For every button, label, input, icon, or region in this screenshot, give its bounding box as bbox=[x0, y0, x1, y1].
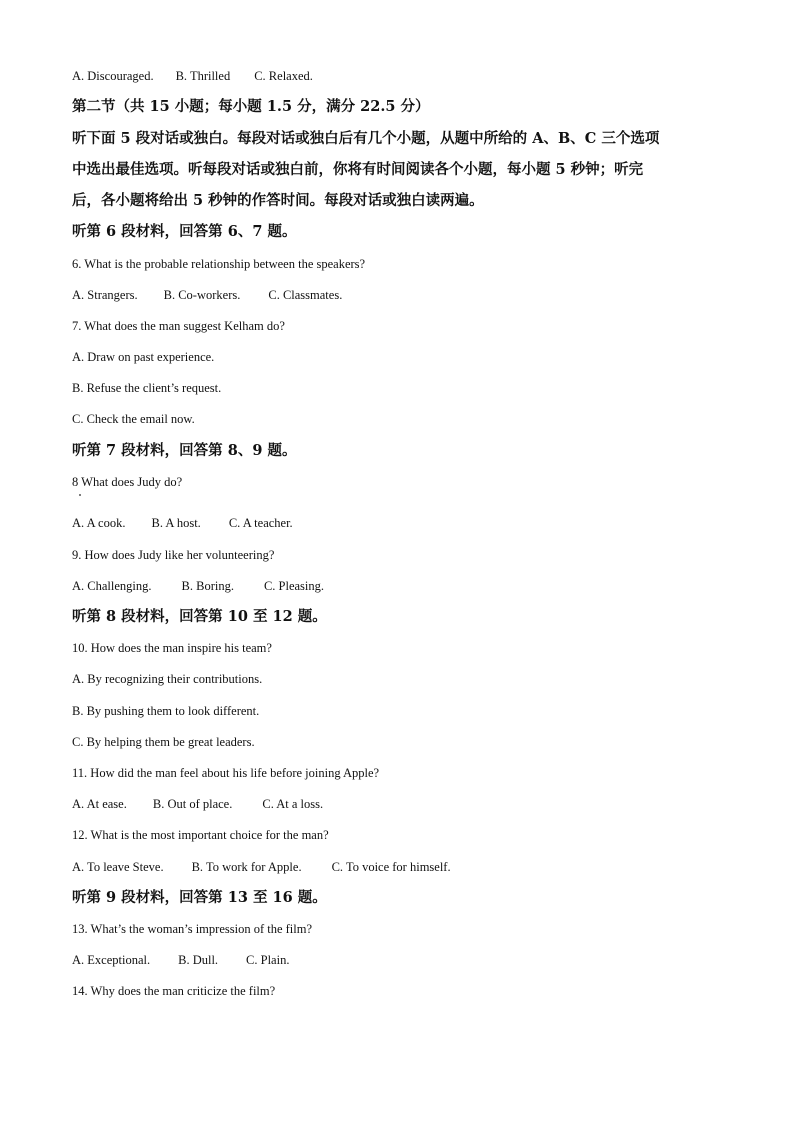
option-c: C. A teacher. bbox=[228, 516, 293, 530]
option-b: B. Co-workers. bbox=[163, 288, 241, 302]
passage-heading-7: 听第 7 段材料，回答第 8、9 题。 bbox=[72, 442, 297, 459]
question-9: 9. How does Judy like her volunteering? bbox=[72, 548, 275, 562]
options-row-11 bbox=[72, 796, 323, 812]
option-a: A. To leave Steve. bbox=[72, 860, 164, 874]
passage-heading-6: 听第 6 段材料，回答第 6、7 题。 bbox=[72, 223, 297, 240]
option-c: C. Relaxed. bbox=[254, 69, 313, 83]
options-row-8 bbox=[72, 515, 293, 531]
passage-heading-9: 听第 9 段材料，回答第 13 至 16 题。 bbox=[72, 889, 327, 906]
options-row-12 bbox=[72, 859, 451, 875]
passage-heading-8: 听第 8 段材料，回答第 10 至 12 题。 bbox=[72, 608, 327, 625]
option-b: B. Boring. bbox=[181, 579, 234, 593]
option-a: A. Discouraged. bbox=[72, 69, 154, 83]
question-13: 13. What’s the woman’s impression of the film? bbox=[72, 922, 313, 936]
option-b: B. Out of place. bbox=[152, 797, 233, 811]
question-8: 8 What does Judy do? bbox=[72, 475, 183, 489]
question-10-option-a: A. By recognizing their contributions. bbox=[72, 672, 263, 686]
stray-dot bbox=[79, 494, 81, 496]
question-11: 11. How did the man feel about his life before joining Apple? bbox=[72, 766, 380, 780]
instructions-line-2: 中选出最佳选项。听每段对话或独白前，你将有时间阅读各个小题，每小题 5 秒钟；听完 bbox=[72, 161, 644, 178]
option-a: A. Strangers. bbox=[72, 288, 138, 302]
instructions-line-3: 后，各小题将给出 5 秒钟的作答时间。每段对话或独白读两遍。 bbox=[72, 192, 484, 209]
question-10-option-b: B. By pushing them to look different. bbox=[72, 704, 260, 718]
instructions-line-1: 听下面 5 段对话或独白。每段对话或独白后有几个小题，从题中所给的 A、B、C 三个选项 bbox=[72, 130, 660, 147]
option-b: B. To work for Apple. bbox=[191, 860, 302, 874]
question-12: 12. What is the most important choice for the man? bbox=[72, 828, 329, 842]
options-row-9 bbox=[72, 578, 324, 594]
question-14: 14. Why does the man criticize the film? bbox=[72, 984, 276, 998]
option-c: C. Plain. bbox=[246, 953, 290, 967]
question-7-option-c: C. Check the email now. bbox=[72, 412, 195, 426]
option-a: A. At ease. bbox=[72, 797, 127, 811]
option-c: C. At a loss. bbox=[262, 797, 324, 811]
question-7-option-a: A. Draw on past experience. bbox=[72, 350, 215, 364]
option-b: B. Dull. bbox=[178, 953, 219, 967]
question-7: 7. What does the man suggest Kelham do? bbox=[72, 319, 285, 333]
options-row-5 bbox=[72, 68, 313, 84]
section-title: 第二节（共 15 小题；每小题 1.5 分，满分 22.5 分） bbox=[72, 98, 430, 115]
option-a: A. Exceptional. bbox=[72, 953, 151, 967]
question-10: 10. How does the man inspire his team? bbox=[72, 641, 272, 655]
question-7-option-b: B. Refuse the client’s request. bbox=[72, 381, 222, 395]
question-6: 6. What is the probable relationship between the speakers? bbox=[72, 257, 366, 271]
option-a: A. A cook. bbox=[72, 516, 126, 530]
option-b: B. A host. bbox=[151, 516, 201, 530]
option-c: C. To voice for himself. bbox=[331, 860, 451, 874]
question-10-option-c: C. By helping them be great leaders. bbox=[72, 735, 255, 749]
options-row-13 bbox=[72, 952, 289, 968]
option-c: C. Classmates. bbox=[268, 288, 343, 302]
option-b: B. Thrilled bbox=[175, 69, 231, 83]
options-row-6 bbox=[72, 287, 342, 303]
option-c: C. Pleasing. bbox=[263, 579, 325, 593]
option-a: A. Challenging. bbox=[72, 579, 152, 593]
